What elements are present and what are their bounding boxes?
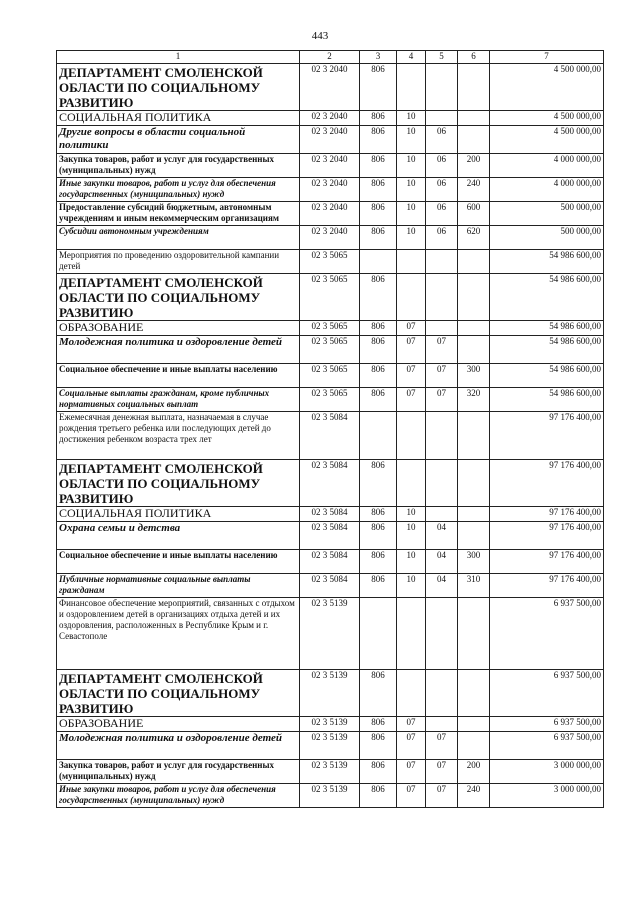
- target-article-code: 02 3 5084: [300, 460, 360, 507]
- row-name: Другие вопросы в области социальной политики: [57, 126, 300, 154]
- row-name: Иные закупки товаров, работ и услуг для обеспечения государственных (муниципальных) нужд: [57, 178, 300, 202]
- expense-type-code: [458, 460, 490, 507]
- row-name: Иные закупки товаров, работ и услуг для обеспечения государственных (муниципальных) нужд: [57, 784, 300, 808]
- expense-type-code: [458, 717, 490, 732]
- section-code: 10: [397, 126, 426, 154]
- subsection-code: [426, 412, 458, 460]
- table-row: [57, 111, 604, 126]
- grbs-code: 806: [360, 460, 397, 507]
- table-row: [57, 760, 604, 784]
- grbs-code: 806: [360, 574, 397, 598]
- expense-type-code: 300: [458, 364, 490, 388]
- expense-type-code: [458, 412, 490, 460]
- grbs-code: 806: [360, 550, 397, 574]
- table-row: [57, 717, 604, 732]
- table-row: [57, 574, 604, 598]
- subsection-code: [426, 64, 458, 111]
- grbs-code: 806: [360, 274, 397, 321]
- amount: 97 176 400,00: [490, 550, 604, 574]
- amount: 54 986 600,00: [490, 250, 604, 274]
- grbs-code: [360, 598, 397, 670]
- table-row: [57, 522, 604, 550]
- section-code: [397, 64, 426, 111]
- target-article-code: 02 3 5084: [300, 574, 360, 598]
- table-row: [57, 364, 604, 388]
- expense-type-code: [458, 126, 490, 154]
- section-code: [397, 250, 426, 274]
- amount: 500 000,00: [490, 226, 604, 250]
- amount: 500 000,00: [490, 202, 604, 226]
- expense-type-code: 240: [458, 784, 490, 808]
- expense-type-code: [458, 670, 490, 717]
- section-code: 10: [397, 154, 426, 178]
- expense-type-code: [458, 336, 490, 364]
- expense-type-code: 600: [458, 202, 490, 226]
- expense-type-code: 240: [458, 178, 490, 202]
- expense-type-code: [458, 598, 490, 670]
- amount: 97 176 400,00: [490, 522, 604, 550]
- target-article-code: 02 3 2040: [300, 178, 360, 202]
- row-name: Социальные выплаты гражданам, кроме публичных нормативных социальных выплат: [57, 388, 300, 412]
- section-code: 10: [397, 178, 426, 202]
- amount: 4 500 000,00: [490, 64, 604, 111]
- page-number: 443: [311, 30, 329, 42]
- grbs-code: 806: [360, 178, 397, 202]
- row-name: ДЕПАРТАМЕНТ СМОЛЕНСКОЙ ОБЛАСТИ ПО СОЦИАЛЬНОМУ РАЗВИТИЮ: [57, 274, 300, 321]
- section-code: 10: [397, 507, 426, 522]
- target-article-code: 02 3 5139: [300, 717, 360, 732]
- target-article-code: 02 3 5065: [300, 274, 360, 321]
- subsection-code: 04: [426, 574, 458, 598]
- grbs-code: 806: [360, 64, 397, 111]
- table-row: [57, 412, 604, 460]
- grbs-code: 806: [360, 784, 397, 808]
- expense-type-code: [458, 732, 490, 760]
- amount: 4 000 000,00: [490, 154, 604, 178]
- amount: 97 176 400,00: [490, 412, 604, 460]
- target-article-code: 02 3 2040: [300, 226, 360, 250]
- row-name: СОЦИАЛЬНАЯ ПОЛИТИКА: [57, 507, 300, 522]
- amount: 54 986 600,00: [490, 274, 604, 321]
- table-row: [57, 784, 604, 808]
- expense-type-code: 620: [458, 226, 490, 250]
- section-code: 10: [397, 574, 426, 598]
- expense-type-code: 200: [458, 154, 490, 178]
- target-article-code: 02 3 5065: [300, 250, 360, 274]
- subsection-code: 04: [426, 550, 458, 574]
- amount: 54 986 600,00: [490, 364, 604, 388]
- target-article-code: 02 3 5139: [300, 670, 360, 717]
- target-article-code: 02 3 5139: [300, 598, 360, 670]
- row-name: Социальное обеспечение и иные выплаты населению: [57, 364, 300, 388]
- column-header: 5: [426, 51, 458, 64]
- table-row: [57, 226, 604, 250]
- target-article-code: 02 3 5084: [300, 522, 360, 550]
- amount: 97 176 400,00: [490, 574, 604, 598]
- column-header: 3: [360, 51, 397, 64]
- row-name: Социальное обеспечение и иные выплаты населению: [57, 550, 300, 574]
- row-name: ОБРАЗОВАНИЕ: [57, 717, 300, 732]
- column-header: 7: [490, 51, 604, 64]
- expense-type-code: [458, 274, 490, 321]
- subsection-code: [426, 670, 458, 717]
- amount: 54 986 600,00: [490, 321, 604, 336]
- target-article-code: 02 3 5065: [300, 388, 360, 412]
- grbs-code: 806: [360, 111, 397, 126]
- table-row: [57, 550, 604, 574]
- amount: 97 176 400,00: [490, 460, 604, 507]
- row-name: ДЕПАРТАМЕНТ СМОЛЕНСКОЙ ОБЛАСТИ ПО СОЦИАЛЬНОМУ РАЗВИТИЮ: [57, 64, 300, 111]
- expense-type-code: 320: [458, 388, 490, 412]
- grbs-code: [360, 412, 397, 460]
- grbs-code: 806: [360, 522, 397, 550]
- table-row: [57, 670, 604, 717]
- expense-type-code: 310: [458, 574, 490, 598]
- amount: 4 000 000,00: [490, 178, 604, 202]
- row-name: Публичные нормативные социальные выплаты гражданам: [57, 574, 300, 598]
- section-code: 07: [397, 717, 426, 732]
- column-header: 2: [300, 51, 360, 64]
- column-header: 4: [397, 51, 426, 64]
- target-article-code: 02 3 5139: [300, 784, 360, 808]
- section-code: [397, 598, 426, 670]
- expense-type-code: 200: [458, 760, 490, 784]
- target-article-code: 02 3 5065: [300, 336, 360, 364]
- section-code: 07: [397, 784, 426, 808]
- row-name: Мероприятия по проведению оздоровительной кампании детей: [57, 250, 300, 274]
- subsection-code: 06: [426, 154, 458, 178]
- section-code: 10: [397, 226, 426, 250]
- grbs-code: [360, 250, 397, 274]
- amount: 54 986 600,00: [490, 388, 604, 412]
- table-row: [57, 274, 604, 321]
- target-article-code: 02 3 5084: [300, 550, 360, 574]
- target-article-code: 02 3 5139: [300, 760, 360, 784]
- subsection-code: [426, 460, 458, 507]
- grbs-code: 806: [360, 507, 397, 522]
- row-name: Субсидии автономным учреждениям: [57, 226, 300, 250]
- grbs-code: 806: [360, 126, 397, 154]
- subsection-code: 06: [426, 178, 458, 202]
- target-article-code: 02 3 2040: [300, 126, 360, 154]
- row-name: ДЕПАРТАМЕНТ СМОЛЕНСКОЙ ОБЛАСТИ ПО СОЦИАЛЬНОМУ РАЗВИТИЮ: [57, 460, 300, 507]
- amount: 3 000 000,00: [490, 760, 604, 784]
- grbs-code: 806: [360, 321, 397, 336]
- section-code: [397, 460, 426, 507]
- header-row: [57, 51, 604, 64]
- subsection-code: [426, 274, 458, 321]
- target-article-code: 02 3 2040: [300, 202, 360, 226]
- grbs-code: 806: [360, 336, 397, 364]
- expense-type-code: [458, 111, 490, 126]
- subsection-code: 07: [426, 336, 458, 364]
- amount: 6 937 500,00: [490, 598, 604, 670]
- row-name: Молодежная политика и оздоровление детей: [57, 336, 300, 364]
- table-row: [57, 64, 604, 111]
- amount: 54 986 600,00: [490, 336, 604, 364]
- row-name: Ежемесячная денежная выплата, назначаемая в случае рождения третьего ребенка или последующих детей до достижения ребенком возраста трех лет: [57, 412, 300, 460]
- section-code: 07: [397, 760, 426, 784]
- table-row: [57, 336, 604, 364]
- section-code: [397, 670, 426, 717]
- expense-type-code: 300: [458, 550, 490, 574]
- grbs-code: 806: [360, 202, 397, 226]
- subsection-code: [426, 250, 458, 274]
- row-name: Финансовое обеспечение мероприятий, связанных с отдыхом и оздоровлением детей в организациях отдыха детей и их оздоровления, расположенных в Республике Крым и г. Севастополе: [57, 598, 300, 670]
- subsection-code: 06: [426, 226, 458, 250]
- section-code: 10: [397, 550, 426, 574]
- subsection-code: [426, 598, 458, 670]
- column-header: 6: [458, 51, 490, 64]
- section-code: [397, 412, 426, 460]
- table-row: [57, 732, 604, 760]
- subsection-code: 07: [426, 364, 458, 388]
- expense-type-code: [458, 250, 490, 274]
- expense-type-code: [458, 321, 490, 336]
- section-code: 10: [397, 202, 426, 226]
- section-code: 10: [397, 111, 426, 126]
- grbs-code: 806: [360, 760, 397, 784]
- grbs-code: 806: [360, 732, 397, 760]
- row-name: Закупка товаров, работ и услуг для государственных (муниципальных) нужд: [57, 760, 300, 784]
- subsection-code: [426, 321, 458, 336]
- table-row: [57, 126, 604, 154]
- section-code: 07: [397, 336, 426, 364]
- row-name: ДЕПАРТАМЕНТ СМОЛЕНСКОЙ ОБЛАСТИ ПО СОЦИАЛЬНОМУ РАЗВИТИЮ: [57, 670, 300, 717]
- subsection-code: 06: [426, 202, 458, 226]
- target-article-code: 02 3 5065: [300, 321, 360, 336]
- row-name: Закупка товаров, работ и услуг для государственных (муниципальных) нужд: [57, 154, 300, 178]
- row-name: СОЦИАЛЬНАЯ ПОЛИТИКА: [57, 111, 300, 126]
- grbs-code: 806: [360, 226, 397, 250]
- target-article-code: 02 3 2040: [300, 64, 360, 111]
- amount: 6 937 500,00: [490, 717, 604, 732]
- column-header: 1: [57, 51, 300, 64]
- amount: 4 500 000,00: [490, 111, 604, 126]
- subsection-code: 07: [426, 784, 458, 808]
- table-row: [57, 598, 604, 670]
- table-row: [57, 507, 604, 522]
- amount: 6 937 500,00: [490, 732, 604, 760]
- subsection-code: [426, 111, 458, 126]
- section-code: [397, 274, 426, 321]
- grbs-code: 806: [360, 717, 397, 732]
- table-row: [57, 178, 604, 202]
- amount: 4 500 000,00: [490, 126, 604, 154]
- target-article-code: 02 3 5084: [300, 412, 360, 460]
- grbs-code: 806: [360, 364, 397, 388]
- row-name: Молодежная политика и оздоровление детей: [57, 732, 300, 760]
- subsection-code: 07: [426, 760, 458, 784]
- section-code: 07: [397, 732, 426, 760]
- row-name: Предоставление субсидий бюджетным, автономным учреждениям и иным некоммерческим организациям: [57, 202, 300, 226]
- section-code: 07: [397, 364, 426, 388]
- expense-type-code: [458, 507, 490, 522]
- target-article-code: 02 3 2040: [300, 111, 360, 126]
- amount: 97 176 400,00: [490, 507, 604, 522]
- row-name: Охрана семьи и детства: [57, 522, 300, 550]
- table-row: [57, 154, 604, 178]
- section-code: 07: [397, 388, 426, 412]
- row-name: ОБРАЗОВАНИЕ: [57, 321, 300, 336]
- table-row: [57, 321, 604, 336]
- target-article-code: 02 3 2040: [300, 154, 360, 178]
- expense-type-code: [458, 64, 490, 111]
- table-row: [57, 202, 604, 226]
- table-row: [57, 460, 604, 507]
- table-row: [57, 388, 604, 412]
- section-code: 07: [397, 321, 426, 336]
- subsection-code: 04: [426, 522, 458, 550]
- grbs-code: 806: [360, 388, 397, 412]
- amount: 3 000 000,00: [490, 784, 604, 808]
- subsection-code: [426, 507, 458, 522]
- target-article-code: 02 3 5065: [300, 364, 360, 388]
- expense-type-code: [458, 522, 490, 550]
- target-article-code: 02 3 5084: [300, 507, 360, 522]
- table-row: [57, 250, 604, 274]
- grbs-code: 806: [360, 154, 397, 178]
- subsection-code: [426, 717, 458, 732]
- grbs-code: 806: [360, 670, 397, 717]
- budget-table: [56, 50, 604, 808]
- amount: 6 937 500,00: [490, 670, 604, 717]
- section-code: 10: [397, 522, 426, 550]
- subsection-code: 06: [426, 126, 458, 154]
- subsection-code: 07: [426, 388, 458, 412]
- target-article-code: 02 3 5139: [300, 732, 360, 760]
- subsection-code: 07: [426, 732, 458, 760]
